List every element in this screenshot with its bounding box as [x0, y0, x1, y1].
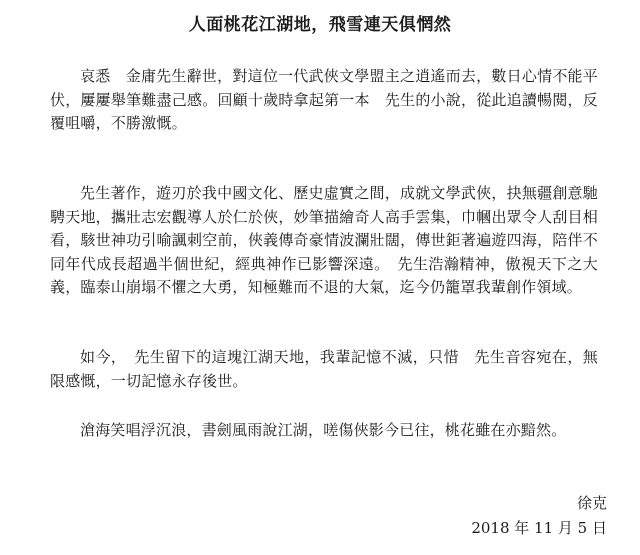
signature-date: 2018 年 11 月 5 日: [471, 519, 607, 537]
signature-name: 徐克: [576, 494, 607, 512]
paragraph-tribute: 先生著作，遊刃於我中國文化、歷史虛實之間，成就文學武俠，抉無疆創意馳騁天地，攜壯志宏觀導人於仁於俠，妙筆描繪奇人高手雲集，巾幗出眾令人刮目相看，駭世神功引喻諷刺空前，俠義傳奇豪情波瀾壯闊，傳世鉅著遍遊四海，陪伴不同年代成長超過半個世紀，經典神作已影響深遠。 先生浩瀚精神，傲視天下之大義，臨泰山崩塌不懼之大勇，知極難而不退的大氣，迄今仍籠罩我輩創作領域。: [50, 184, 598, 296]
letter-title: 人面桃花江湖地，飛雪連天俱惘然: [188, 15, 452, 35]
paragraph-memory: 如今， 先生留下的這塊江湖天地，我輩記憶不滅，只惜 先生音容宛在，無限感慨，一切記憶永存後世。: [50, 348, 598, 390]
paragraph-poem: 滄海笑唱浮沉浪，書劍風雨說江湖，嗟傷俠影今已往，桃花雖在亦黯然。: [80, 421, 567, 439]
paragraph-condolence: 哀悉 金庸先生辭世，對這位一代武俠文學盟主之逍遙而去，數日心情不能平伏，屢屢舉筆難盡己感。回顧十歲時拿起第一本 先生的小說，從此追讀暢閱，反覆咀嚼，不勝激慨。: [50, 67, 598, 132]
